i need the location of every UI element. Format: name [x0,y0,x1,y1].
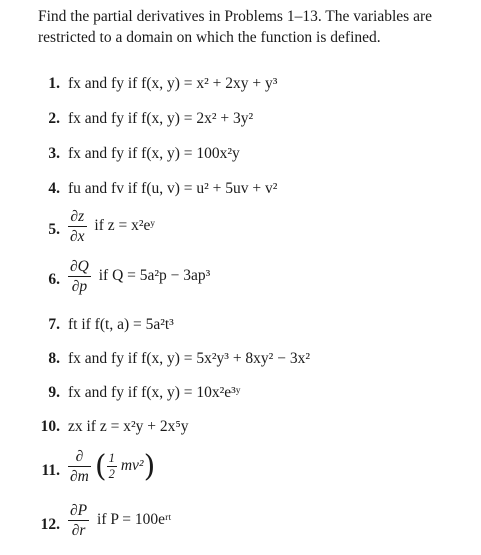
fraction-numerator: ∂z [68,208,87,227]
problem-9 [0,380,481,416]
problem-number: 8. [48,350,60,367]
fraction-denominator: ∂m [70,468,89,485]
problem-expression [68,448,155,485]
problem-condition: if z = x²eʸ [94,217,156,235]
close-paren: ) [143,449,156,484]
problem-text: fx and fy if f(x, y) = 100x²y [68,145,240,162]
problem-number: 12. [40,516,60,533]
kinetic-term: mv² [120,457,144,475]
problem-10 [0,414,481,450]
problem-6 [0,258,481,302]
problem-2 [0,101,481,137]
problem-text: fx and fy if f(x, y) = x² + 2xy + y³ [68,75,278,92]
problem-number: 3. [48,145,60,162]
problem-number: 6. [48,271,60,288]
problem-number: 10. [40,418,60,435]
problem-number: 7. [48,316,60,333]
problem-number: 2. [48,110,60,127]
problem-text: fx and fy if f(x, y) = 10x²e³ʸ [68,384,241,401]
problem-condition: if P = 100eʳᵗ [97,511,172,529]
problem-1 [0,66,481,102]
problem-expression [68,502,171,539]
open-paren: ( [94,449,107,484]
problem-12 [0,502,481,550]
problem-text: fx and fy if f(x, y) = 5x²y³ + 8xy² − 3x² [68,350,310,367]
fraction-numerator: ∂ [68,448,91,467]
fraction-denominator: 2 [108,467,115,481]
problem-text: fx and fy if f(x, y) = 2x² + 3y² [68,110,254,127]
partial-fraction [68,208,87,245]
half-fraction [107,452,117,481]
fraction-numerator: ∂P [70,502,88,519]
problem-text: ft if f(t, a) = 5a²t³ [68,316,174,333]
problem-5 [0,208,481,252]
partial-fraction [68,502,89,539]
problem-text: zx if z = x²y + 2x⁵y [68,418,189,435]
instructions-paragraph: Find the partial derivatives in Problems 1–13. The variables are restricted to a domain on which the function is defined. [38,8,433,46]
problem-number: 11. [41,462,60,479]
problem-3 [0,136,481,172]
problem-4 [0,171,481,207]
problem-number: 4. [48,180,60,197]
partial-fraction [68,448,91,485]
problem-11 [0,448,481,496]
problem-8 [0,346,481,382]
fraction-numerator: 1 [108,451,115,465]
problem-number: 9. [48,384,60,401]
problem-expression [68,208,155,245]
fraction-numerator: ∂Q [70,258,89,275]
problem-number: 1. [48,75,60,92]
problem-number: 5. [48,221,60,238]
fraction-denominator: ∂p [71,278,88,295]
problem-text: fu and fv if f(u, v) = u² + 5uv + v² [68,180,278,197]
problem-7 [0,312,481,348]
problem-condition: if Q = 5a²p − 3ap³ [98,267,211,285]
fraction-denominator: ∂x [70,228,85,245]
partial-fraction [68,258,91,295]
problem-expression [68,258,210,295]
fraction-denominator: ∂r [71,522,86,539]
